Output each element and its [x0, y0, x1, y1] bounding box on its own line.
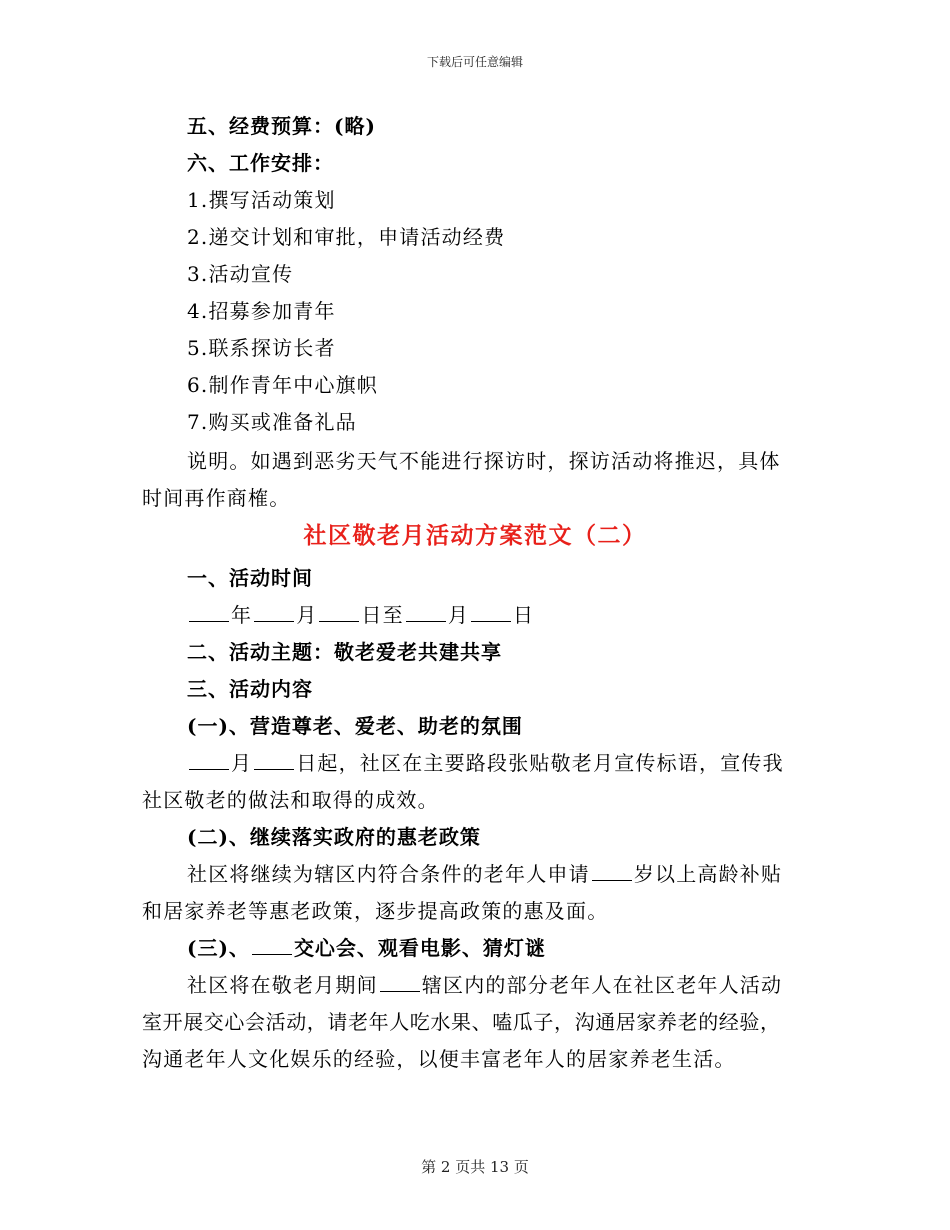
content-heading: 三、活动内容 [187, 677, 313, 701]
budget-heading: 五、经费预算：(略) [187, 114, 376, 138]
paragraph-line: 沟通老年人文化娱乐的经验，以便丰富老年人的居家养老生活。 [142, 1047, 736, 1071]
blank-field [254, 751, 294, 770]
subsection-heading: (一)、营造尊老、爱老、助老的氛围 [187, 714, 523, 738]
task-item: 5.联系探访长者 [187, 336, 336, 360]
task-item: 7.购买或准备礼品 [187, 410, 357, 434]
blank-field [252, 936, 292, 955]
page-total: 13 [490, 1158, 510, 1176]
task-item: 3.活动宣传 [187, 262, 294, 286]
date-unit: 日 [513, 603, 535, 627]
date-unit: 日至 [361, 603, 404, 627]
date-unit: 年 [231, 603, 253, 627]
blank-field [471, 603, 511, 622]
paragraph-line: 社区将继续为辖区内符合条件的老年人申请 岁以上高龄补贴 [187, 862, 783, 886]
blank-field [380, 973, 420, 992]
task-item: 6.制作青年中心旗帜 [187, 373, 379, 397]
note-paragraph-line: 说明。如遇到恶劣天气不能进行探访时，探访活动将推迟，具体 [187, 449, 781, 473]
schedule-heading: 六、工作安排： [187, 151, 334, 175]
blank-field [189, 603, 229, 622]
blank-field [189, 751, 229, 770]
paragraph-line: 和居家养老等惠老政策，逐步提高政策的惠及面。 [142, 899, 609, 923]
blank-field [254, 603, 294, 622]
paragraph-line: 室开展交心会活动，请老年人吃水果、嗑瓜子，沟通居家养老的经验， [142, 1010, 781, 1034]
date-line [187, 602, 812, 628]
paragraph-line: 月 日起，社区在主要路段张贴敬老月宣传标语，宣传我 [187, 750, 812, 776]
time-heading: 一、活动时间 [187, 566, 313, 590]
paragraph-line: 社区敬老的做法和取得的成效。 [142, 788, 439, 812]
task-item: 2.递交计划和审批，申请活动经费 [187, 225, 506, 249]
page-number: 2 [440, 1158, 451, 1176]
subsection-heading: (三)、 交心会、观看电影、猜灯谜 [187, 936, 546, 960]
date-unit: 月 [447, 603, 470, 627]
page-footer: 第 2 页共 13 页 [421, 1158, 529, 1176]
note-paragraph-line: 时间再作商榷。 [142, 486, 291, 510]
blank-field [319, 603, 359, 622]
date-unit: 月 [296, 603, 318, 627]
blank-field [406, 603, 446, 622]
page-header: 下载后可任意编辑 [426, 55, 523, 69]
paragraph-line: 社区将在敬老月期间 辖区内的部分老年人在社区老年人活动 [187, 973, 783, 997]
task-item: 4.招募参加青年 [187, 299, 336, 323]
task-item: 1.撰写活动策划 [187, 188, 336, 212]
theme-heading: 二、活动主题：敬老爱老共建共享 [187, 640, 502, 664]
section-title: 社区敬老月活动方案范文（二） [303, 522, 647, 549]
subsection-heading: (二)、继续落实政府的惠老政策 [187, 825, 481, 849]
blank-field [592, 862, 632, 881]
